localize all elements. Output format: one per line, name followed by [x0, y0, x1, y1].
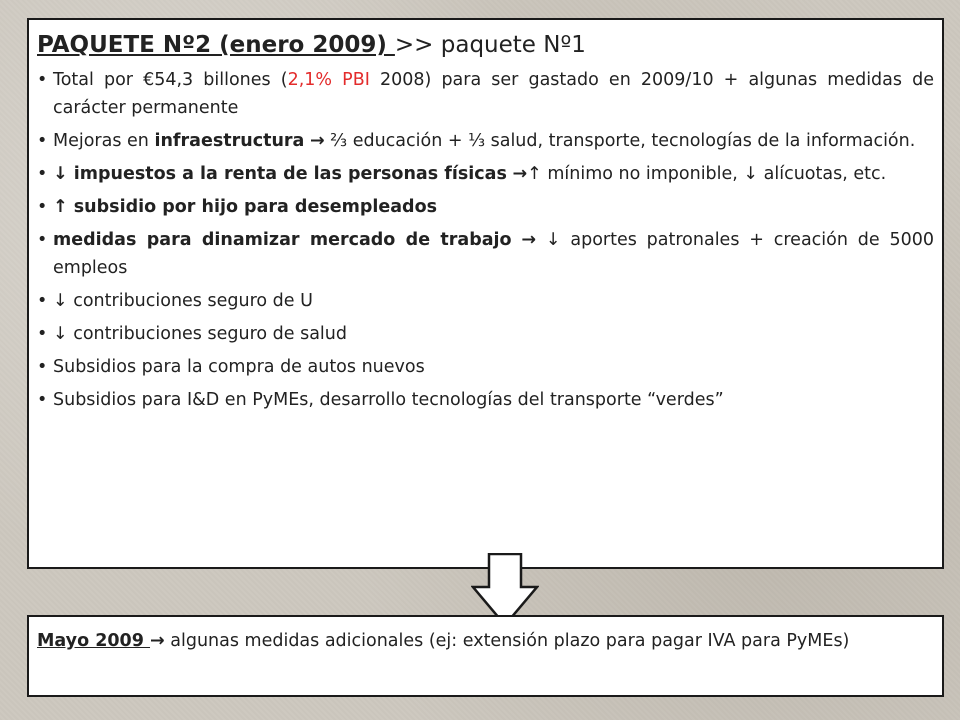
bullet-icon: •: [37, 164, 48, 184]
measures-list: [37, 66, 934, 414]
bottom-note-text: [37, 627, 934, 656]
bullet-icon: •: [37, 230, 48, 250]
item-text: ↓ contribuciones seguro de salud: [53, 324, 347, 344]
main-content-box: [27, 18, 944, 569]
bullet-icon: •: [37, 197, 48, 217]
bullet-icon: •: [37, 324, 48, 344]
item-text: Mejoras en: [53, 131, 155, 151]
item-bold-text: infraestructura: [154, 131, 305, 151]
list-item: [37, 353, 934, 381]
right-arrow-icon: →: [150, 631, 165, 651]
slide-title: [37, 30, 934, 60]
right-arrow-icon: →: [512, 164, 528, 184]
highlight-text: 2,1% PBI: [287, 70, 370, 90]
list-item: [37, 160, 934, 188]
list-item: [37, 287, 934, 315]
list-item: [37, 320, 934, 348]
list-item: [37, 226, 934, 282]
list-item: [37, 127, 934, 155]
bullet-icon: •: [37, 390, 48, 410]
bullet-icon: •: [37, 291, 48, 311]
item-text: ↓ contribuciones seguro de U: [53, 291, 313, 311]
item-text: Total por €54,3 billones (: [53, 70, 288, 90]
item-text: 2008) para ser gastado en 2009/10 + algunas medidas de carácter permanente: [53, 70, 934, 118]
bullet-icon: •: [37, 131, 48, 151]
bottom-note-box: [27, 615, 944, 697]
item-bold-text: medidas para dinamizar mercado de trabajo: [53, 230, 512, 250]
item-text: ↑ mínimo no imponible, ↓ alícuotas, etc.: [527, 164, 887, 184]
bottom-bold-date: Mayo 2009: [37, 631, 151, 651]
bullet-icon: •: [37, 357, 48, 377]
item-text: Subsidios para la compra de autos nuevos: [53, 357, 425, 377]
list-item: [37, 193, 934, 221]
item-text: Subsidios para I&D en PyMEs, desarrollo tecnologías del transporte “verdes”: [53, 390, 724, 410]
right-arrow-icon: →: [521, 230, 537, 250]
bullet-icon: •: [37, 70, 48, 90]
list-item: [37, 386, 934, 414]
title-bold: PAQUETE Nº2 (enero 2009): [37, 32, 395, 58]
title-rest: >> paquete Nº1: [394, 32, 586, 58]
item-bold-text: ↑ subsidio por hijo para desempleados: [53, 197, 438, 217]
item-bold-text: ↓ impuestos a la renta de las personas físicas: [53, 164, 507, 184]
right-arrow-icon: →: [309, 131, 325, 151]
list-item: [37, 66, 934, 122]
item-text: ↓ aportes patronales + creación de 5000 empleos: [53, 230, 934, 278]
item-text: ⅔ educación + ⅓ salud, transporte, tecnologías de la información.: [324, 131, 916, 151]
bottom-rest-text: algunas medidas adicionales (ej: extensión plazo para pagar IVA para PyMEs): [164, 631, 850, 651]
